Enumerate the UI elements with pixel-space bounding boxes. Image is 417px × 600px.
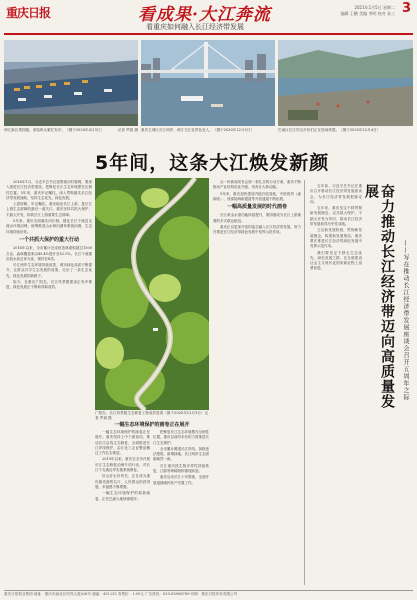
photo-riverbank-caption: 巴南区长江岸边市民们正在悠闲休憩。（摄于2020年12月4日） xyxy=(278,128,381,132)
photo-bridge xyxy=(141,40,275,126)
main-headline: 5年间，这条大江焕发新颜 xyxy=(95,152,330,174)
col2-para-1: 一幅生态环境保护的画卷正在展开。重庆坚持上中下游协同，推动长江沿线生态修复，全面推进长江岸线保护，沿江化工企业整治搬迁工作扎实推进。 xyxy=(95,430,150,456)
riverbank-image xyxy=(278,40,413,126)
date-line: 2021年1月5日 星期二 xyxy=(354,5,395,10)
col3-para-3: 长江重庆段生物多样性持续恢复，江豚等珍稀物种重现踪迹。 xyxy=(153,463,209,474)
col1-para-5: 2016年以来，全市累计完成营造林面积超过1500万亩，森林覆盖率由45.4%提升至52.5%。长江干流重庆段水质总体为优，保持在Ⅱ类。 xyxy=(6,246,92,261)
photo-riverbank xyxy=(278,40,413,126)
article-col-2 xyxy=(95,430,150,585)
col3-para-4: 重庆启动长江十年禁渔，全面开展退捕渔民转产安置工作。 xyxy=(153,475,209,485)
commentary-title: 奋力推动长江经济带迈向高质量发展 xyxy=(363,184,395,409)
col3-para-2: 全市累计腾退长江岸线，拆除违法建筑，新增绿地，长江两岸生态面貌焕然一新。 xyxy=(153,446,209,462)
photo-guangyang-caption: 广阳岛，长江风景眼生态修复工程成效显著（摄于2020年12月3日）记者 罗斌 摄 xyxy=(95,411,209,420)
editors-line: 编辑 王鹏 美编 李明 校对 朱三 xyxy=(340,11,395,16)
photo-bridge-caption: 重庆主城区长江两岸，两江交汇处景色宜人。（摄于2020年12月5日） xyxy=(141,128,255,132)
guangyang-aerial-image xyxy=(95,178,209,410)
page-number: 3 xyxy=(401,1,411,16)
photo-port xyxy=(4,40,138,126)
header-rule xyxy=(4,33,413,35)
photo-port-caption-text: 两江新区果园港，滚装码头繁忙有序。（摄于2020年4月3日） xyxy=(4,128,104,132)
col4-para-2: 5年来，重庆加快建设内陆开放高地，中欧班列（渝新欧）、西部陆海新通道等开放通道不断拓展。 xyxy=(213,191,301,201)
col1-para-1: 2016年1月，习近平总书记视察重庆时强调，要深入推进长江经济带建设，把修复长江生态环境摆在压倒性位置。5年来，重庆牢记嘱托，深入贯彻落实长江经济带发展战略，坚持生态优先、绿色发展。 xyxy=(6,180,92,200)
port-aerial-image xyxy=(4,40,138,126)
subhead-quality: 一幅高质量发展的时代画卷 xyxy=(226,204,287,211)
col4-para-3: 长江黄金水道功能持续提升，果园港成为长江上游重要的多式联运枢纽。 xyxy=(213,213,301,223)
col1-subhead: 一个共抓大保护的重大行动 xyxy=(18,236,79,243)
col4-para-4: 重庆正以更加开放的姿态融入长江经济带发展，努力在推进长江经济带绿色发展中发挥示范作用。 xyxy=(213,225,301,235)
col1-para-3: 5年来，重庆全面落实河长制，强化长江干流及支流水环境治理，统筹推进山水林田湖草系统治理，生态环境持续好转。 xyxy=(6,219,92,234)
col2-para-4: 一幅生态环境保护的崭新画卷，正在巴渝大地徐徐展开。 xyxy=(95,491,150,501)
bridge-city-image xyxy=(141,40,275,126)
commentary-para-4: 我们要坚定不移走生态优先、绿色发展之路，在全面建设社会主义现代化国家新征程上奋勇前进。 xyxy=(310,250,362,271)
paper-logo: 重庆日报 xyxy=(6,6,51,20)
photo-port-credit: 记者 罗斌 摄 xyxy=(117,128,138,132)
commentary-subtitle: ——写在推动长江经济带发展座谈会召开五周年之际 xyxy=(402,240,409,401)
commentary-para-3: 立足新发展阶段，贯彻新发展理念，构建新发展格局，重庆要在推进长江经济带绿色发展中发挥示范作用。 xyxy=(310,228,362,249)
article-col-1 xyxy=(6,180,92,585)
article-col-3 xyxy=(153,430,209,585)
article-col-4 xyxy=(213,180,301,585)
col2-para-3: 好山好水好风光，正在成为重庆最亮丽的名片，人民群众的获得感、幸福感不断增强。 xyxy=(95,474,150,489)
commentary-body xyxy=(310,184,362,582)
column-divider xyxy=(304,180,305,585)
col1-para-6: 长江两岸生态环境持续改善，城市绿化品质不断提升，让群众共享生态发展的成果，走出了一条生态优先、绿色发展的新路子。 xyxy=(6,263,92,278)
photo-guangyang-island xyxy=(95,178,209,410)
series-title: 看成果·大江奔流 xyxy=(138,5,271,25)
commentary-para-1: 五年前，习近平总书记在重庆召开推动长江经济带发展座谈会，为长江经济带发展把脉定向。 xyxy=(310,184,362,204)
col4-para-1: 从一份新闻发布会到一套扎实的行动方案，重庆不断推动产业结构优化升级，培育壮大新动能。 xyxy=(213,180,301,190)
subhead-ecology: 一幅生态环境保护的画卷正在展开 xyxy=(114,422,190,428)
col3-para-1: 把修复长江生态环境摆在压倒性位置，重庆以前所未有的力度推进长江生态保护。 xyxy=(153,430,209,445)
page-footer: 重庆日报报业集团 地址：重庆市渝北区同茂大道416号 邮编：401120 零售价：1.00元 广告热线：023-63906789 印刷：重庆日报印务有限公司 xyxy=(4,590,413,597)
col2-para-2: 2019年以来，重庆在全市开展长江生态修复治理专项行动，对长江干支流沿岸实施系统修复。 xyxy=(95,457,150,473)
header-meta xyxy=(341,5,395,17)
col1-para-7: 如今，在重庆广阳岛，长江风景眼建设正有序推进，绿色发展正不断取得新成效。 xyxy=(6,280,92,290)
series-subtitle: 看重庆如何融入长江经济带发展 xyxy=(146,23,244,31)
photo-port-caption xyxy=(4,128,138,133)
commentary-para-2: 五年来，重庆坚定不移贯彻新发展理念，以共抓大保护、不搞大开发为导向，推动长江经济带发展取得历史性成就。 xyxy=(310,206,362,227)
col1-para-2: 上游屏障，牢记嘱托。重庆地处长江上游，是长江上游生态屏障的最后一道关口。重庆坚持共抓大保护、不搞大开发，构筑长江上游重要生态屏障。 xyxy=(6,202,92,217)
commentary-box xyxy=(308,180,413,585)
